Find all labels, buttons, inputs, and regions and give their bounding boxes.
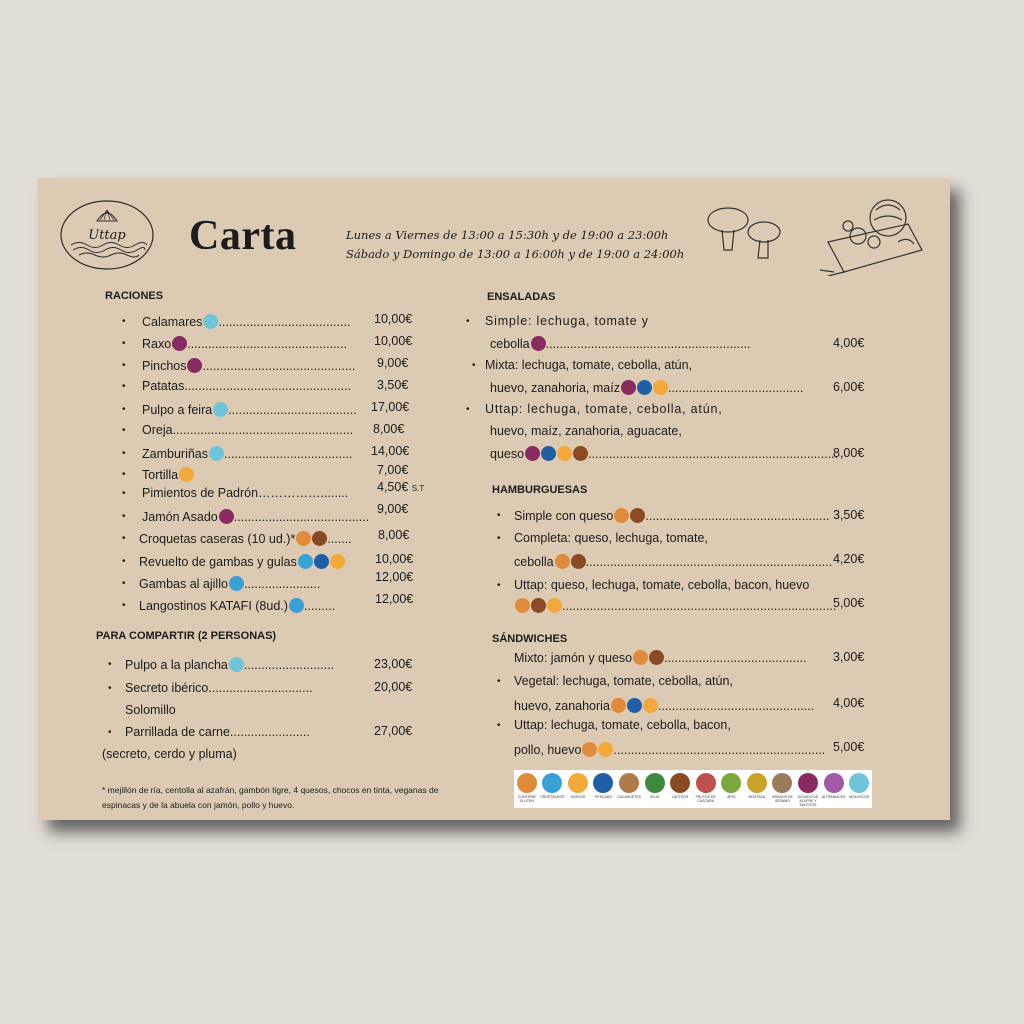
item-sub-line: (secreto, cerdo y pluma) [102,747,237,761]
item-price: 3,50€ [377,378,409,392]
item-price: 14,00€ [371,444,410,458]
item-price: 12,00€ [375,570,414,584]
apio-icon [721,773,741,793]
huevos-icon [330,554,345,569]
crustaceos-icon [542,773,562,793]
list-item: • Pulpo a la plancha .......................... [108,658,335,672]
legend-item-gluten: CONTIENE GLUTEN [515,773,539,803]
item-price: 10,00€ [375,552,414,566]
huevos-icon [568,773,588,793]
lacteos-icon [649,650,664,665]
item-price: 4,20€ [833,552,865,566]
moluscos-icon [209,446,224,461]
svg-text:Uttap: Uttap [88,228,126,243]
item-price: 7,00€ [377,463,409,477]
item-continuation: huevo, zanahoria, maíz ....................................... [490,381,804,395]
list-item: • Completa: queso, lechuga, tomate, [497,531,708,545]
gluten-icon [555,554,570,569]
item-continuation: pollo, huevo ............................................................. [514,743,826,757]
gluten-icon [611,698,626,713]
legend-item-sesamo: GRANOS DE SÉSAMO [770,773,794,803]
section-raciones-heading: RACIONES [105,290,164,302]
crustaceos-icon [229,576,244,591]
item-price: 4,00€ [833,336,865,350]
section-ensaladas-heading: ENSALADAS [487,291,556,303]
item-price: 23,00€ [374,657,413,671]
item-price: 8,00€ [373,422,405,436]
item-continuation: queso ........................................................................ [490,447,839,461]
gluten-icon [582,742,597,757]
huevos-icon [557,446,572,461]
item-price: 4,00€ [833,696,865,710]
lacteos-icon [571,554,586,569]
list-item: • Uttap: queso, lechuga, tomate, cebolla, bacon, huevo [497,578,810,592]
legend-item-mostaza: MOSTAZA [745,773,769,799]
menu-sheet [38,178,950,820]
item-price: 10,00€ [374,312,413,326]
legend-item-soja: SOJA [643,773,667,799]
page-title: Carta [189,213,297,259]
item-price: 8,00€ [833,446,865,460]
huevos-icon [547,598,562,613]
item-price: 5,00€ [833,596,865,610]
gluten-icon [515,598,530,613]
gluten-icon [517,773,537,793]
item-continuation: cebolla ....................................................................... [514,555,833,569]
sulfitos-icon [172,336,187,351]
frutos-icon [696,773,716,793]
list-item: Mixto: jamón y queso ......................................... [514,651,807,665]
item-price: 20,00€ [374,680,413,694]
pescado-icon [593,773,613,793]
list-item: • Parrillada de carne....................... [108,725,310,739]
sulfitos-icon [187,358,202,373]
list-item: • Pimientos de Padrón……………........ [122,486,349,500]
moluscos-icon [203,314,218,329]
soja-icon [645,773,665,793]
mostaza-icon [747,773,767,793]
sulfitos-icon [621,380,636,395]
item-continuation: cebolla ........................................................... [490,337,751,351]
gluten-icon [633,650,648,665]
list-item: • Revuelto de gambas y gulas [122,554,345,569]
lacteos-icon [573,446,588,461]
list-item: • Simple con queso ..................................................... [497,509,830,523]
list-item: • Croquetas caseras (10 ud.)* ....... [122,532,352,546]
item-continuation: huevo, zanahoria ............................................. [514,699,815,713]
sesamo-icon [772,773,792,793]
huevos-icon [598,742,613,757]
item-price: 4,50€ S.T [377,480,425,494]
list-item: • Patatas................................................ [122,379,352,393]
item-price: 9,00€ [377,356,409,370]
altramuces-icon [824,773,844,793]
item-price: 6,00€ [833,380,865,394]
section-sandwiches-heading: SÁNDWICHES [492,633,568,645]
item-continuation: huevo, maíz, zanahoria, aguacate, [490,424,682,438]
huevos-icon [643,698,658,713]
croquetas-footnote: * mejillón de ría, centolla al azafrán, gambón tigre, 4 quesos, chocos en tinta, veganas de espinacas y de la abuela con jamón, pollo y huevo. [102,785,439,810]
hours-weekend: Sábado y Domingo de 13:00 a 16:00h y de 19:00 a 24:00h [346,247,685,261]
item-price: 3,50€ [833,508,865,522]
list-item: • Uttap: lechuga, tomate, cebolla, atún, [466,402,723,416]
pescado-icon [637,380,652,395]
list-item: • Calamares ...................................... [122,315,351,329]
sulfitos-icon [798,773,818,793]
allergen-legend [514,770,872,808]
food-sketch-illustration [698,192,934,276]
item-continuation: ............................................................................... [514,598,836,613]
item-sub-line: Solomillo [125,703,176,717]
item-price: 10,00€ [374,334,413,348]
legend-item-moluscos: MOLUSCOS [847,773,871,799]
list-item: • Vegetal: lechuga, tomate, cebolla, atún, [497,674,733,688]
legend-item-sulfitos: DIÓXIDO DE AZUFRE Y SULFITOS [796,773,820,807]
sulfitos-icon [525,446,540,461]
list-item: • Zamburiñas ..................................... [122,447,353,461]
moluscos-icon [213,402,228,417]
legend-item-pescado: PESCADO [591,773,615,799]
pescado-icon [541,446,556,461]
legend-item-frutos: FRUTOS DE CÁSCARA [694,773,718,803]
list-item: • Gambas al ajillo ...................... [122,577,321,591]
list-item: • Raxo .............................................. [122,337,347,351]
list-item: • Tortilla [122,467,194,482]
item-price: 9,00€ [377,502,409,516]
lacteos-icon [312,531,327,546]
list-item: • Jamón Asado ....................................... [122,510,370,524]
crustaceos-icon [298,554,313,569]
item-price: 5,00€ [833,740,865,754]
moluscos-icon [849,773,869,793]
legend-item-huevos: HUEVOS [566,773,590,799]
list-item: • Secreto ibérico.............................. [108,681,313,695]
huevos-icon [179,467,194,482]
sulfitos-icon [531,336,546,351]
moluscos-icon [229,657,244,672]
lacteos-icon [630,508,645,523]
section-compartir-heading: PARA COMPARTIR (2 PERSONAS) [96,630,277,642]
item-price: 3,00€ [833,650,865,664]
list-item: • Mixta: lechuga, tomate, cebolla, atún, [472,358,693,372]
hours-weekdays: Lunes a Viernes de 13:00 a 15:30h y de 19:00 a 23:00h [346,228,669,242]
gluten-icon [296,531,311,546]
sulfitos-icon [219,509,234,524]
section-hamburguesas-heading: HAMBURGUESAS [492,484,588,496]
item-price: 8,00€ [378,528,410,542]
legend-item-lacteos: LÁCTEOS [668,773,692,799]
list-item: • Simple: lechuga, tomate y [466,314,649,328]
cacahuetes-icon [619,773,639,793]
list-item: • Uttap: lechuga, tomate, cebolla, bacon, [497,718,731,732]
uttap-logo [59,199,155,271]
pescado-icon [627,698,642,713]
gluten-icon [614,508,629,523]
list-item: • Oreja.................................................... [122,423,354,437]
huevos-icon [653,380,668,395]
opening-hours [346,226,684,264]
item-price: 17,00€ [371,400,410,414]
legend-item-crustaceos: CRUSTÁCEOS [540,773,564,799]
list-item: • Langostinos KATAFI (8ud.) ......... [122,599,336,613]
pescado-icon [314,554,329,569]
lacteos-icon [670,773,690,793]
item-price: 12,00€ [375,592,414,606]
list-item: • Pulpo a feira ..................................... [122,403,357,417]
lacteos-icon [531,598,546,613]
list-item: • Pinchos ............................................ [122,359,356,373]
legend-item-cacahuetes: CACAHUETES [617,773,641,799]
legend-item-apio: APIO [719,773,743,799]
item-price: 27,00€ [374,724,413,738]
crustaceos-icon [289,598,304,613]
legend-item-altramuces: ALTRAMUCES [822,773,846,799]
